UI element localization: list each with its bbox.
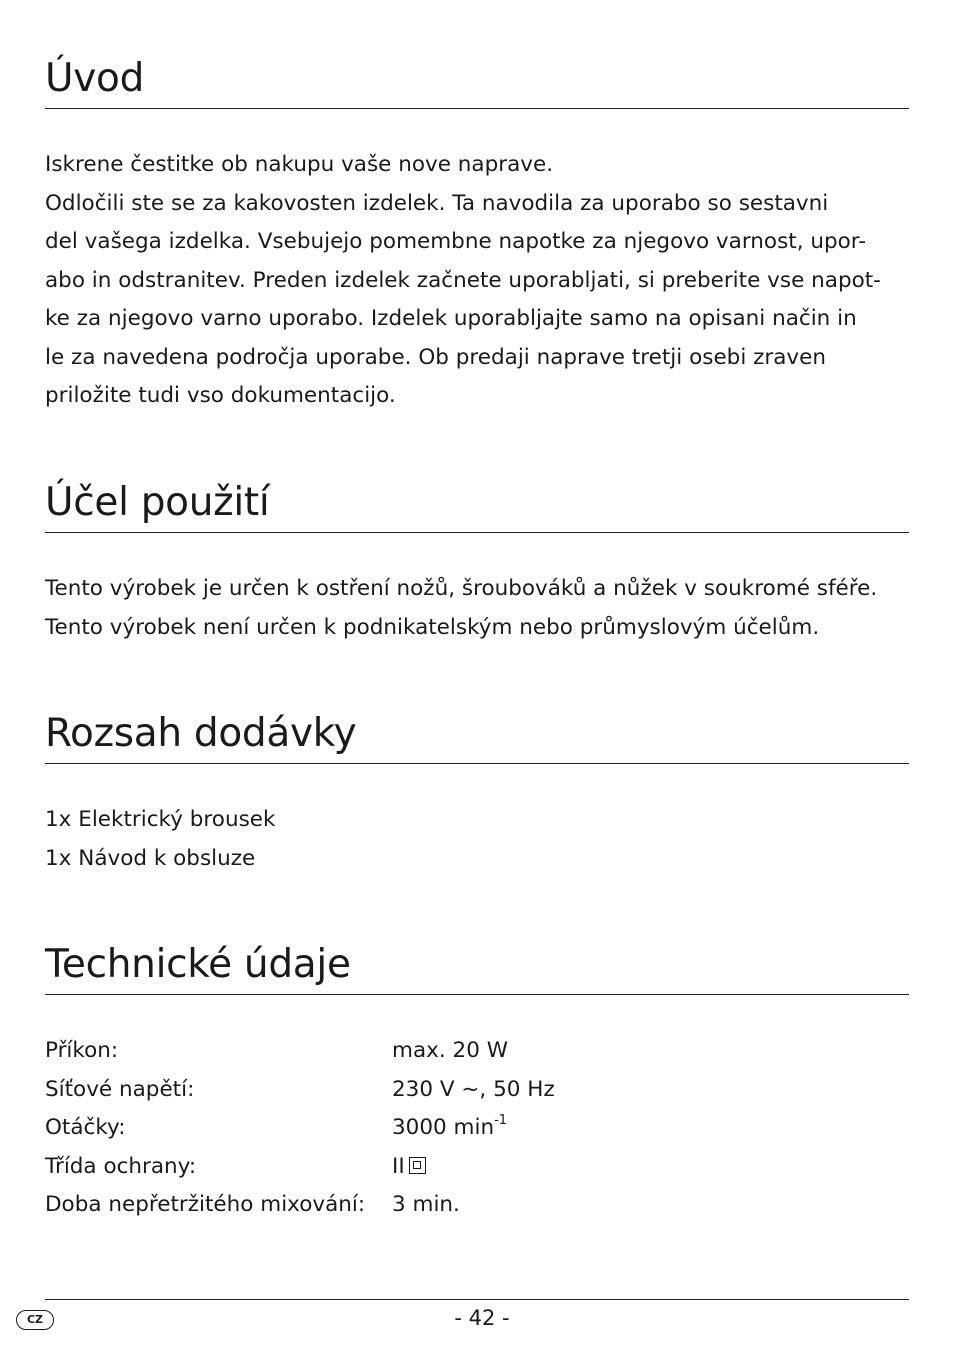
spec-label: Otáčky: — [45, 1115, 126, 1140]
spec-value-cell — [392, 1148, 555, 1187]
text-line: le za navedena področja uporabe. Ob predaji naprave tretji osebi zraven — [45, 344, 827, 370]
text-line: Tento výrobek je určen k ostření nožů, šroubováků a nůžek v soukromé sféře. — [45, 576, 878, 601]
text-line: ke za njegovo varno uporabo. Izdelek uporabljajte samo na opisani način in — [45, 306, 857, 331]
section-body — [45, 801, 909, 878]
section-title: Úvod — [45, 56, 909, 109]
section-title: Účel použití — [45, 480, 909, 533]
section-ucel-pouziti — [45, 480, 909, 647]
spec-value-cell — [392, 1109, 555, 1148]
spec-row — [45, 1071, 555, 1110]
list-item: 1x Návod k obsluze — [45, 845, 256, 871]
section-title: Rozsah dodávky — [45, 711, 909, 764]
section-title: Technické údaje — [45, 942, 909, 995]
protection-class-ii-icon — [409, 1157, 426, 1174]
text-line: Odločili ste se za kakovosten izdelek. Ta navodila za uporabo so sestavni — [45, 190, 829, 216]
spec-row — [45, 1109, 555, 1148]
spec-row — [45, 1148, 555, 1187]
spec-label: Síťové napětí: — [45, 1076, 195, 1102]
section-uvod — [45, 56, 909, 416]
country-code-badge: CZ — [16, 1310, 54, 1330]
text-line: abo in odstranitev. Preden izdelek začnete uporabljati, si preberite vse napot- — [45, 267, 881, 293]
spec-label: Doba nepřetržitého mixování: — [45, 1192, 366, 1217]
spec-value: 3 min. — [392, 1192, 460, 1217]
spec-label: Příkon: — [45, 1038, 119, 1063]
spec-row — [45, 1032, 555, 1071]
footer-divider — [45, 1299, 909, 1300]
page-number: - 42 - — [454, 1306, 510, 1330]
section-body — [45, 570, 909, 647]
section-body — [45, 146, 909, 416]
text-line: Tento výrobek není určen k podnikatelským nebo průmyslovým účelům. — [45, 614, 820, 640]
spec-table — [45, 1032, 555, 1225]
spec-value: II — [392, 1153, 405, 1179]
spec-row — [45, 1186, 555, 1225]
manual-page — [26, 0, 909, 1347]
text-line: del vašega izdelka. Vsebujejo pomembne napotke za njegovo varnost, upor- — [45, 229, 867, 254]
spec-value: max. 20 W — [392, 1038, 508, 1063]
list-item: 1x Elektrický brousek — [45, 807, 276, 832]
spec-superscript: -1 — [494, 1112, 508, 1128]
section-rozsah-dodavky — [45, 711, 909, 878]
spec-value: 230 V ~, 50 Hz — [392, 1076, 555, 1102]
text-line: priložite tudi vso dokumentacijo. — [45, 383, 396, 408]
section-technicke-udaje — [45, 942, 909, 1225]
text-line: Iskrene čestitke ob nakupu vaše nove naprave. — [45, 152, 554, 177]
spec-value: 3000 min — [392, 1115, 495, 1140]
spec-label: Třída ochrany: — [45, 1153, 197, 1179]
